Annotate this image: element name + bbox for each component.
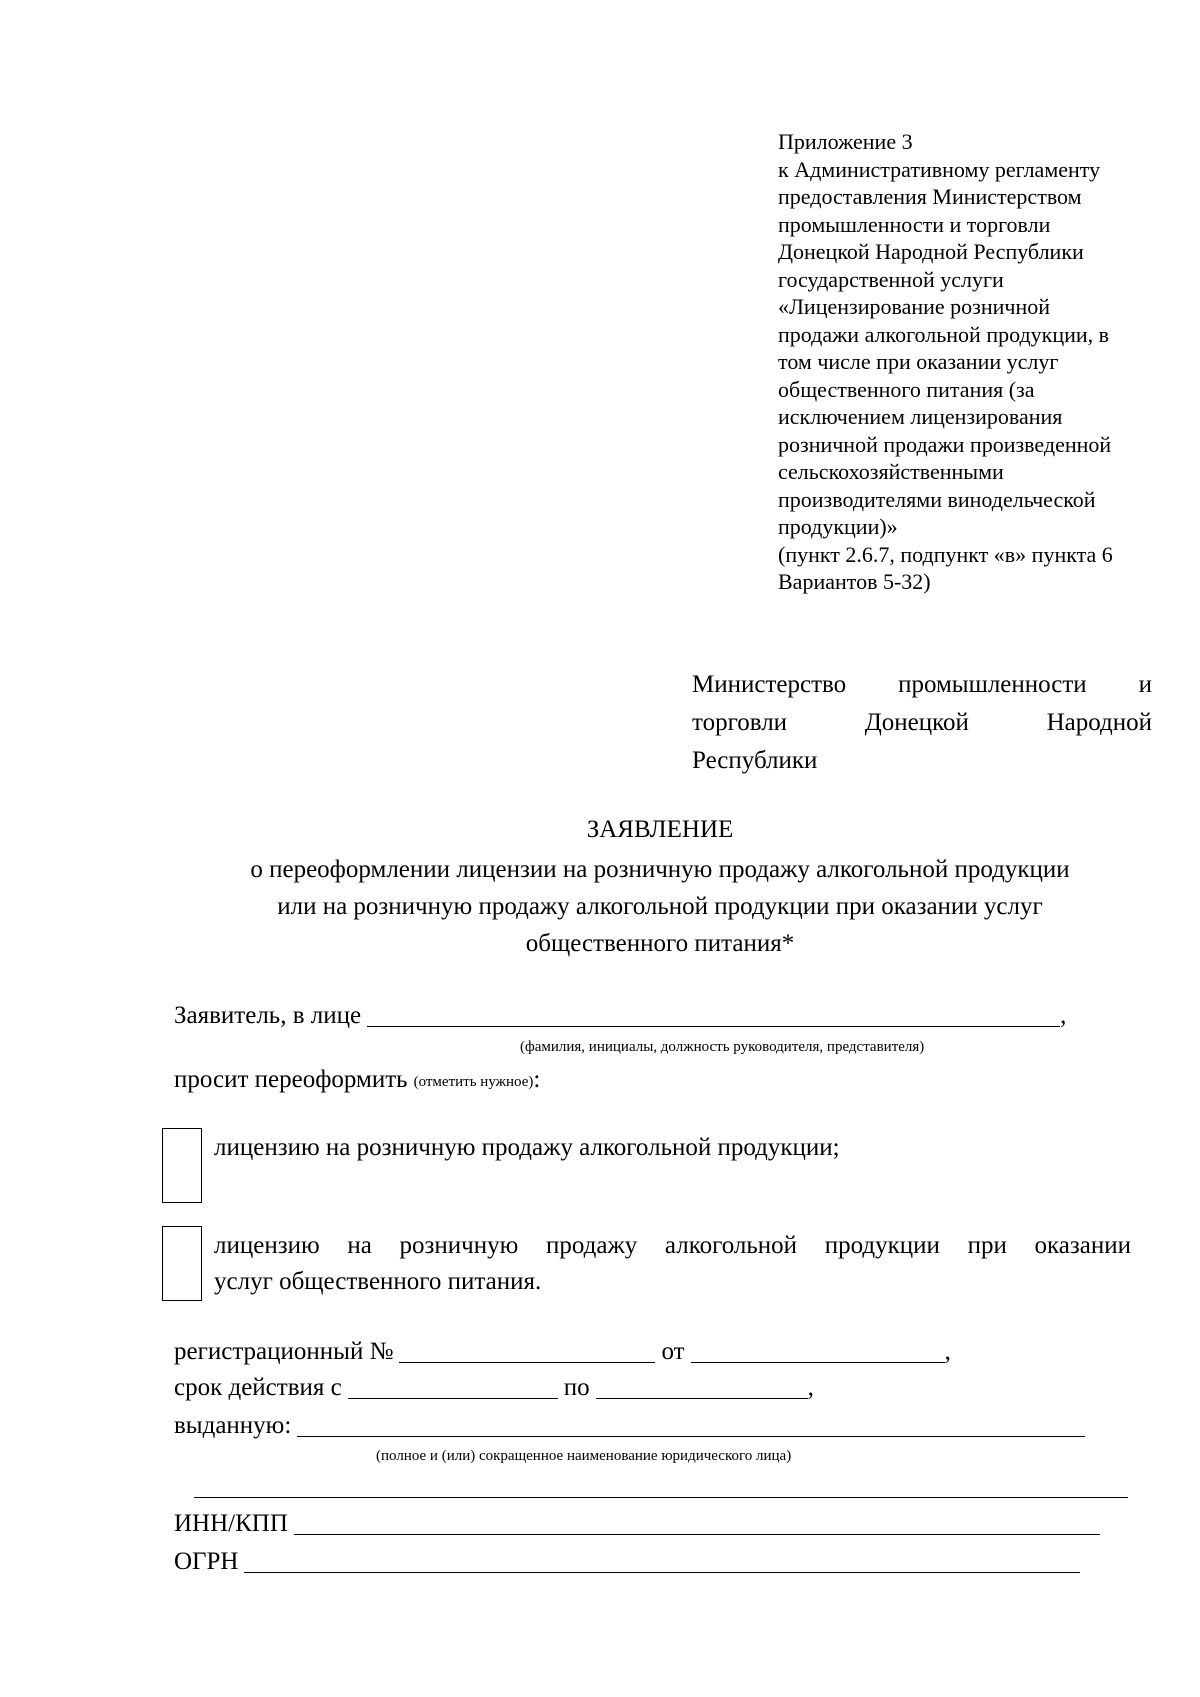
validity-to-label: по (563, 1374, 590, 1401)
document-heading: ЗАЯВЛЕНИЕ (586, 816, 734, 843)
appendix-line: том числе при оказании услуг (778, 349, 1059, 374)
appendix-line: государственной услуги (778, 266, 1004, 292)
appendix-line: исключением лицензирования (778, 404, 1063, 429)
registration-date-field[interactable] (691, 1336, 945, 1363)
issued-row (174, 1410, 1091, 1440)
option-catering-label-line1: лицензию на розничную продажу алкогольной продукции при оказании (214, 1232, 1131, 1259)
validity-row (174, 1372, 814, 1402)
addressee-line: Республики (692, 747, 818, 774)
applicant-comma: , (1060, 1002, 1067, 1029)
applicant-name-field[interactable] (367, 1000, 1060, 1027)
addressee-word: Министерство (692, 671, 847, 698)
addressee (692, 666, 1152, 780)
applicant-row (174, 1000, 1066, 1030)
appendix-line: промышленности и торговли (778, 211, 1051, 237)
inn-row (174, 1508, 1106, 1538)
validity-from-label: срок действия с (174, 1374, 342, 1401)
option-retail-checkbox[interactable] (162, 1128, 202, 1203)
appendix-line: продукции)» (778, 514, 898, 539)
issued-label: выданную: (174, 1412, 292, 1439)
option-retail-label: лицензию на розничную продажу алкогольной продукции; (214, 1134, 840, 1161)
registration-comma: , (944, 1338, 951, 1365)
appendix-note (778, 128, 1158, 596)
validity-to-field[interactable] (596, 1372, 808, 1399)
appendix-line: Вариантов 5-32) (778, 569, 931, 594)
registration-row (174, 1336, 951, 1366)
registration-from-label: от (661, 1338, 685, 1365)
option-catering-label-line2: услуг общественного питания. (214, 1268, 542, 1295)
issued-caption: (полное и (или) сокращенное наименование юридического лица) (376, 1448, 792, 1464)
appendix-line: «Лицензирование розничной (778, 294, 1050, 319)
appendix-line: предоставления Министерством (778, 184, 1082, 209)
request-label: просит переоформить (174, 1066, 408, 1093)
request-hint: (отметить нужное) (413, 1074, 534, 1090)
applicant-caption: (фамилия, инициалы, должность руководителя, представителя) (520, 1039, 925, 1055)
registration-number-label: регистрационный № (174, 1338, 394, 1365)
ogrn-label: ОГРН (174, 1548, 239, 1575)
addressee-line (692, 666, 1152, 704)
appendix-line: (пункт 2.6.7, подпункт «в» пункта 6 (778, 541, 1113, 567)
ogrn-field[interactable] (244, 1546, 1080, 1573)
addressee-word: и (1138, 671, 1152, 698)
registration-number-field[interactable] (399, 1336, 655, 1363)
appendix-line: сельскохозяйственными (778, 459, 1004, 484)
inn-label: ИНН/КПП (174, 1510, 288, 1537)
addressee-line (692, 704, 1152, 742)
request-colon: : (533, 1066, 541, 1093)
issued-to-field[interactable] (297, 1410, 1085, 1437)
addressee-word: торговли (692, 709, 788, 736)
validity-comma: , (807, 1374, 814, 1401)
document-subtitle-line: или на розничную продажу алкогольной продукции при оказании услуг (277, 893, 1043, 920)
appendix-line: общественного питания (за (778, 376, 1035, 402)
appendix-line: производителями винодельческой (778, 486, 1096, 512)
addressee-word: промышленности (898, 671, 1087, 698)
appendix-line: к Административному регламенту (778, 156, 1101, 182)
appendix-line: розничной продажи произведенной (778, 431, 1112, 457)
option-catering-checkbox[interactable] (162, 1226, 202, 1301)
ogrn-row (174, 1546, 1086, 1576)
addressee-word: Народной (1046, 709, 1152, 736)
inn-field[interactable] (294, 1508, 1100, 1535)
appendix-line: Приложение 3 (778, 129, 913, 154)
validity-from-field[interactable] (348, 1372, 558, 1399)
appendix-line: Донецкой Народной Республики (778, 239, 1084, 264)
document-subtitle-line: о переоформлении лицензии на розничную продажу алкогольной продукции (250, 856, 1070, 883)
request-row (174, 1066, 540, 1094)
applicant-label: Заявитель, в лице (174, 1002, 362, 1029)
document-subtitle-line: общественного питания* (525, 930, 795, 957)
issued-to-field-continuation[interactable] (194, 1497, 1128, 1498)
appendix-line: продажи алкогольной продукции, в (778, 321, 1110, 347)
addressee-word: Донецкой (864, 709, 969, 736)
